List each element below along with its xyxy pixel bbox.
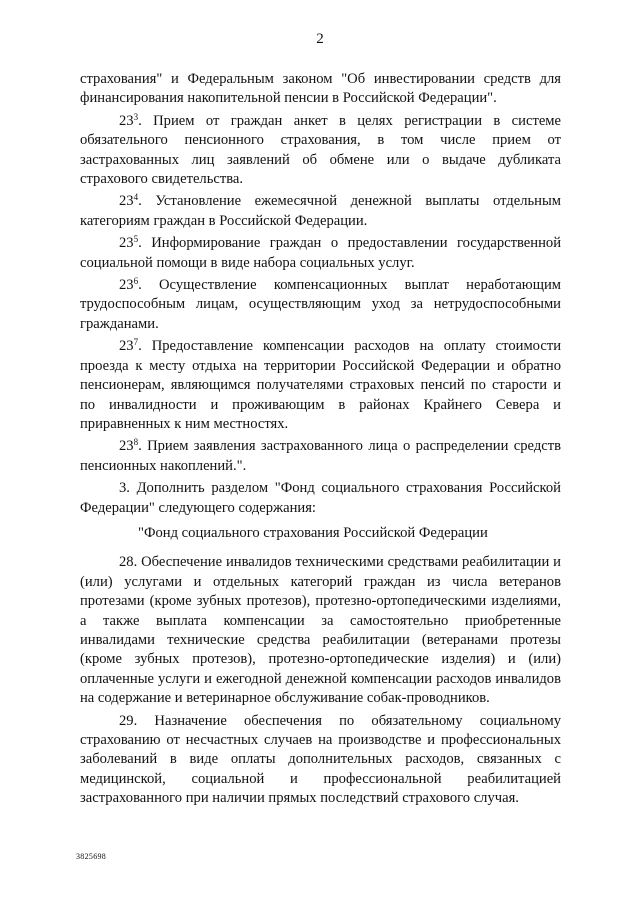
paragraph-p-23-5 — [80, 234, 561, 273]
paragraph-number-superscript: 3 — [133, 111, 139, 122]
section-paragraphs — [80, 553, 561, 808]
paragraph-text: Информирование граждан о предоставлении государственной социальной помощи в виде набора социальных услуг. — [80, 235, 562, 271]
paragraph-number-superscript: 7 — [133, 337, 139, 348]
paragraph-p-28 — [80, 553, 561, 708]
paragraph-number-separator: . — [138, 438, 148, 455]
paragraph-p-23-8 — [80, 437, 561, 476]
paragraph-text: Осуществление компенсационных выплат неработающим трудоспособным лицам, осуществляющим уход за нетрудоспособными гражданами. — [80, 277, 561, 332]
paragraph-number-separator: . — [138, 235, 152, 252]
document-body — [80, 70, 561, 812]
paragraph-number-superscript: 8 — [133, 437, 139, 448]
paragraph-number-separator: . — [138, 277, 160, 294]
page-number: 2 — [316, 31, 324, 47]
section-title: "Фонд социального страхования Российской Федерации — [138, 524, 488, 541]
paragraph-p-23-3 — [80, 112, 561, 190]
paragraph-number-superscript: 6 — [133, 276, 139, 287]
paragraph-text: Прием от граждан анкет в целях регистрации в системе обязательного пенсионного страхования, в том числе прием от застрахованных лиц заявлений об обмене или о выдаче дубликата страхового свидетельства. — [80, 112, 562, 188]
paragraph-text: Установление ежемесячной денежной выплаты отдельным категориям граждан в Российской Федерации. — [80, 193, 561, 229]
paragraph-number: 23 — [119, 438, 134, 455]
document-code: 3825698 — [76, 852, 107, 861]
paragraph-p-3 — [80, 479, 561, 518]
paragraph-text: страхования" и Федеральным законом "Об инвестировании средств для финансирования накопительной пенсии в Российской Федерации". — [80, 71, 561, 107]
paragraph-number: 23 — [119, 277, 134, 294]
paragraph-p-23-7 — [80, 337, 561, 434]
paragraph-p-29 — [80, 712, 561, 809]
paragraph-text: 29. Назначение обеспечения по обязательному социальному страхованию от несчастных случаев на производстве и профессиональных заболеваний в виде оплаты дополнительных расходов, связанных с медицинской, социальной и профессиональной реабилитацией застрахованного при наличии прямых последствий страхового случая. — [80, 712, 561, 807]
paragraph-p-23-4 — [80, 192, 561, 231]
paragraph-number: 23 — [119, 193, 134, 210]
paragraph-number-superscript: 5 — [133, 234, 139, 245]
paragraph-text: 28. Обеспечение инвалидов техническими средствами реабилитации и (или) услугами и отдельных категорий граждан из числа ветеранов протезами (кроме зубных протезов), протезно-ортопедическими изделиями, а также выплата компенсации за самостоятельно приобретенные инвалидами технические средства реабилитации (ветеранами протезы (кроме зубных протезов), протезно-ортопедические изделия) и (или) оплаченные услуги и ежегодной денежной компенсации расходов инвалидов на содержание и ветеринарное обслуживание собак-проводников. — [80, 554, 561, 707]
paragraphs-before-section — [80, 70, 561, 518]
paragraph-number-separator: . — [138, 338, 152, 355]
paragraph-number: 23 — [119, 112, 134, 129]
paragraph-number-superscript: 4 — [133, 192, 139, 203]
paragraph-text: Предоставление компенсации расходов на оплату стоимости проезда к месту отдыха на территории Российской Федерации и обратно пенсионерам, являющимся получателями страховых пенсий по старости и по инвалидности и проживающим в районах Крайнего Севера и приравненных к ним местностях. — [80, 338, 562, 432]
paragraph-number-separator: . — [138, 112, 154, 129]
paragraph-p-23-6 — [80, 276, 561, 334]
paragraph-text: 3. Дополнить разделом "Фонд социального страхования Российской Федерации" следующего содержания: — [80, 480, 561, 516]
paragraph-number-separator: . — [138, 193, 156, 210]
paragraph-text: Прием заявления застрахованного лица о распределении средств пенсионных накоплений.". — [80, 438, 561, 474]
paragraph-number: 23 — [119, 235, 134, 252]
paragraph-number: 23 — [119, 338, 134, 355]
paragraph-p-cont — [80, 70, 561, 109]
